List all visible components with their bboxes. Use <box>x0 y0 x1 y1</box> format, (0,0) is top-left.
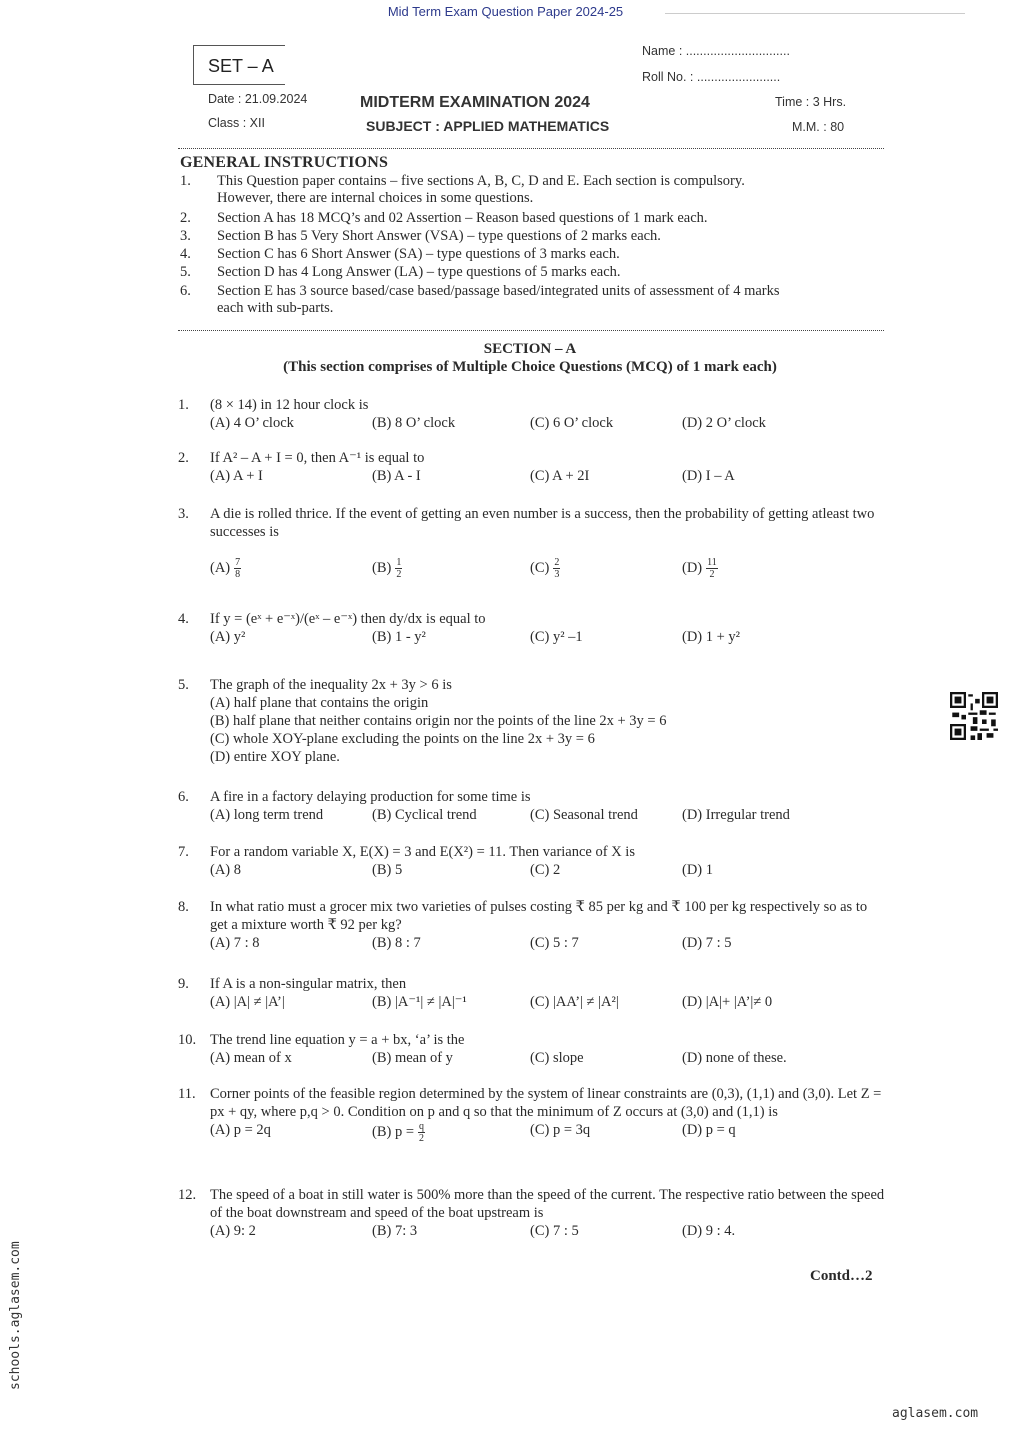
option <box>372 1049 530 1067</box>
option-text: (C) 7 : 5 <box>530 1223 579 1239</box>
fraction <box>553 557 560 580</box>
fraction <box>706 557 718 580</box>
options-row <box>210 628 888 646</box>
qr-code-icon <box>950 692 998 740</box>
option <box>372 467 530 485</box>
exam-date: Date : 21.09.2024 <box>208 92 308 106</box>
option-text: (A) 4 O’ clock <box>210 415 294 431</box>
option <box>372 557 530 580</box>
option-line: (B) half plane that neither contains origin nor the points of the line 2x + 3y = 6 <box>210 713 667 729</box>
option <box>210 467 372 485</box>
section-title: SECTION – A <box>483 341 577 357</box>
question-text: If A is a non-singular matrix, then <box>210 976 407 992</box>
numerator: 1 <box>396 557 402 568</box>
numerator: 7 <box>235 557 241 568</box>
fraction <box>418 1121 425 1144</box>
section-subtitle: (This section comprises of Multiple Choice Questions (MCQ) of 1 mark each) <box>283 359 777 375</box>
denominator: 2 <box>396 569 402 580</box>
options-row <box>210 806 888 824</box>
instruction-text: Section D has 4 Long Answer (LA) – type questions of 5 marks each. <box>217 264 621 280</box>
instruction-number: 1. <box>180 173 191 189</box>
option <box>682 1121 736 1144</box>
option <box>682 467 735 485</box>
option-text: (C) A + 2I <box>530 468 590 484</box>
option-text: (A) <box>210 559 231 576</box>
exam-marks: M.M. : 80 <box>792 120 845 134</box>
option <box>682 628 740 646</box>
instruction-continuation: each with sub-parts. <box>217 300 334 316</box>
option-text: (B) Cyclical trend <box>372 807 477 823</box>
options-row <box>210 1222 888 1240</box>
instruction-number: 6. <box>180 283 191 299</box>
numerator: 11 <box>707 557 717 568</box>
options-row <box>210 861 888 879</box>
option <box>210 557 372 580</box>
question-text: The trend line equation y = a + bx, ‘a’ is the <box>210 1032 465 1048</box>
option <box>682 806 790 824</box>
name-field: Name : .............................. <box>642 44 790 58</box>
instruction-item <box>180 173 745 207</box>
question-number: 3. <box>178 506 189 522</box>
exam-title: MIDTERM EXAMINATION 2024 <box>360 94 590 111</box>
option-text: (C) <box>530 559 550 576</box>
question-5 <box>178 676 888 766</box>
fraction <box>395 557 402 580</box>
options-row <box>210 557 888 580</box>
option <box>210 1121 372 1144</box>
option <box>530 467 682 485</box>
question-text: In what ratio must a grocer mix two varieties of pulses costing ₹ 85 per kg and ₹ 100 per kg respectively so as to get a mixture worth ₹ 92 per kg? <box>210 899 868 933</box>
option-text: (A) 9: 2 <box>210 1223 256 1239</box>
instruction-number: 5. <box>180 264 191 280</box>
option <box>530 1222 682 1240</box>
continued-note: Contd…2 <box>810 1268 873 1284</box>
option-text: (B) A - I <box>372 468 421 484</box>
option-text: (D) <box>682 559 703 576</box>
instruction-text: Section C has 6 Short Answer (SA) – type questions of 3 marks each. <box>217 246 620 262</box>
question-3 <box>178 505 888 580</box>
option-line: (C) whole XOY-plane excluding the points on the line 2x + 3y = 6 <box>210 731 595 747</box>
options-row <box>210 414 888 432</box>
option <box>210 934 372 952</box>
option-text: (B) |A⁻¹| ≠ |A|⁻¹ <box>372 994 467 1010</box>
option <box>682 1222 735 1240</box>
question-number: 8. <box>178 899 189 915</box>
option <box>372 414 530 432</box>
exam-subject: SUBJECT : APPLIED MATHEMATICS <box>366 118 610 134</box>
option-text: (B) 8 O’ clock <box>372 415 456 431</box>
roll-field: Roll No. : ........................ <box>642 70 781 84</box>
option-text: (C) 6 O’ clock <box>530 415 614 431</box>
question-text: The graph of the inequality 2x + 3y > 6 is <box>210 677 452 693</box>
option <box>210 1049 372 1067</box>
option <box>210 806 372 824</box>
option-text: (B) 8 : 7 <box>372 935 421 951</box>
denominator: 3 <box>554 569 560 580</box>
option <box>210 861 372 879</box>
question-number: 10. <box>178 1032 197 1048</box>
option <box>372 993 530 1011</box>
option-text: (B) 1 - y² <box>372 629 426 645</box>
instruction-text: This Question paper contains – five sections A, B, C, D and E. Each section is compulsory. <box>217 173 745 189</box>
option-text: (D) 9 : 4. <box>682 1223 736 1239</box>
question-number: 11. <box>178 1086 196 1102</box>
options-row <box>210 934 888 952</box>
exam-time: Time : 3 Hrs. <box>775 95 847 109</box>
fraction <box>234 557 241 580</box>
question-8 <box>178 898 888 952</box>
option <box>530 861 682 879</box>
option <box>210 1222 372 1240</box>
option-text: (D) |A|+ |A’|≠ 0 <box>682 994 773 1010</box>
option-text: (D) 2 O’ clock <box>682 415 766 431</box>
option-text: (C) |AA’| ≠ |A²| <box>530 994 619 1010</box>
option-text: (D) none of these. <box>682 1050 787 1066</box>
option-text: (A) y² <box>210 629 246 645</box>
option-line: (A) half plane that contains the origin <box>210 695 429 711</box>
option-text: (C) slope <box>530 1050 584 1066</box>
option <box>682 993 772 1011</box>
question-4 <box>178 610 888 646</box>
option-text: (D) I – A <box>682 468 735 484</box>
option <box>530 557 682 580</box>
instruction-item <box>180 264 621 281</box>
options-row <box>210 467 888 485</box>
question-7 <box>178 843 888 879</box>
exam-class: Class : XII <box>208 116 265 130</box>
option <box>530 934 682 952</box>
option-text: (B) mean of y <box>372 1050 453 1066</box>
option-text: (B) 7: 3 <box>372 1223 418 1239</box>
option-text: (D) 1 + y² <box>682 629 741 645</box>
options-row <box>210 1049 888 1067</box>
question-11 <box>178 1085 888 1144</box>
option <box>682 934 732 952</box>
question-number: 5. <box>178 677 189 693</box>
option <box>530 993 682 1011</box>
question-1 <box>178 396 888 432</box>
question-number: 6. <box>178 789 189 805</box>
option <box>372 1222 530 1240</box>
option <box>210 628 372 646</box>
option <box>210 414 372 432</box>
option-text: (C) Seasonal trend <box>530 807 638 823</box>
question-text: A die is rolled thrice. If the event of getting an even number is a success, then the probability of getting atleast two successes is <box>210 506 875 540</box>
question-number: 9. <box>178 976 189 992</box>
instructions-title: GENERAL INSTRUCTIONS <box>180 154 389 171</box>
denominator: 2 <box>419 1133 425 1144</box>
denominator: 8 <box>235 569 241 580</box>
option <box>210 993 372 1011</box>
instruction-text: Section A has 18 MCQ’s and 02 Assertion – Reason based questions of 1 mark each. <box>217 210 708 226</box>
option <box>530 414 682 432</box>
option-text: (C) p = 3q <box>530 1122 591 1138</box>
option-text: (D) 7 : 5 <box>682 935 732 951</box>
question-number: 7. <box>178 844 189 860</box>
divider <box>178 330 884 331</box>
option-text: (A) |A| ≠ |A’| <box>210 994 285 1010</box>
option <box>682 414 766 432</box>
option-text: (D) Irregular trend <box>682 807 790 823</box>
question-9 <box>178 975 888 1011</box>
options-row <box>210 1121 888 1144</box>
question-text: If y = (eˣ + e⁻ˣ)/(eˣ – e⁻ˣ) then dy/dx is equal to <box>210 611 486 627</box>
option <box>372 861 530 879</box>
option-text: (A) A + I <box>210 468 263 484</box>
instruction-item <box>180 246 620 263</box>
question-12 <box>178 1186 888 1240</box>
option-text: (C) 5 : 7 <box>530 935 579 951</box>
option <box>530 1049 682 1067</box>
page-banner: Mid Term Exam Question Paper 2024-25 <box>0 4 1011 19</box>
instruction-continuation: However, there are internal choices in some questions. <box>217 190 534 206</box>
question-text: The speed of a boat in still water is 500% more than the speed of the current. The respective ratio between the speed of the boat downstream and speed of the boat upstream is <box>210 1187 885 1221</box>
option <box>372 806 530 824</box>
instruction-text: Section E has 3 source based/case based/passage based/integrated units of assessment of 4 marks <box>217 283 780 299</box>
option-text: (A) 8 <box>210 862 242 878</box>
question-text: A fire in a factory delaying production for some time is <box>210 789 531 805</box>
instruction-item <box>180 228 661 245</box>
instruction-number: 2. <box>180 210 191 226</box>
question-text: (8 × 14) in 12 hour clock is <box>210 397 369 413</box>
denominator: 2 <box>709 569 715 580</box>
option-text: (C) y² –1 <box>530 629 583 645</box>
set-label: SET – A <box>193 45 285 85</box>
numerator: q <box>419 1121 425 1132</box>
question-number: 4. <box>178 611 189 627</box>
option <box>682 1049 787 1067</box>
option <box>530 1121 682 1144</box>
instruction-number: 4. <box>180 246 191 262</box>
option-text: (C) 2 <box>530 862 561 878</box>
instruction-text: Section B has 5 Very Short Answer (VSA) – type questions of 2 marks each. <box>217 228 661 244</box>
option-text: (A) p = 2q <box>210 1122 271 1138</box>
watermark-right: aglasem.com <box>892 1406 979 1421</box>
option-text: (A) mean of x <box>210 1050 292 1066</box>
instruction-number: 3. <box>180 228 191 244</box>
option-text: (D) p = q <box>682 1122 736 1138</box>
numerator: 2 <box>554 557 560 568</box>
option-text: (D) 1 <box>682 862 714 878</box>
question-6 <box>178 788 888 824</box>
option-text: (B) <box>372 559 392 576</box>
option <box>530 628 682 646</box>
option <box>682 557 718 580</box>
question-number: 12. <box>178 1187 197 1203</box>
question-10 <box>178 1031 888 1067</box>
watermark-left: schools.aglasem.com <box>8 1241 23 1390</box>
question-number: 2. <box>178 450 189 466</box>
instruction-item <box>180 210 708 227</box>
option-text: (A) long term trend <box>210 807 324 823</box>
question-text: If A² – A + I = 0, then A⁻¹ is equal to <box>210 450 425 466</box>
question-2 <box>178 449 888 485</box>
question-number: 1. <box>178 397 189 413</box>
option <box>530 806 682 824</box>
option <box>682 861 713 879</box>
option <box>372 1121 530 1144</box>
option <box>372 934 530 952</box>
option-text: (B) 5 <box>372 862 403 878</box>
option <box>372 628 530 646</box>
question-text: Corner points of the feasible region determined by the system of linear constraints are (0,3), (1,1) and (3,0). Let Z = px + qy, where p,q > 0. Condition on p and q so that the minimum of Z occurs at (3,0) and (1,1) is <box>210 1086 882 1120</box>
option-line: (D) entire XOY plane. <box>210 749 340 765</box>
question-text: For a random variable X, E(X) = 3 and E(X²) = 11. Then variance of X is <box>210 844 635 860</box>
divider <box>178 148 884 149</box>
instruction-item <box>180 283 780 317</box>
options-row <box>210 993 888 1011</box>
option-text: (A) 7 : 8 <box>210 935 260 951</box>
option-text: (B) p = <box>372 1123 415 1140</box>
